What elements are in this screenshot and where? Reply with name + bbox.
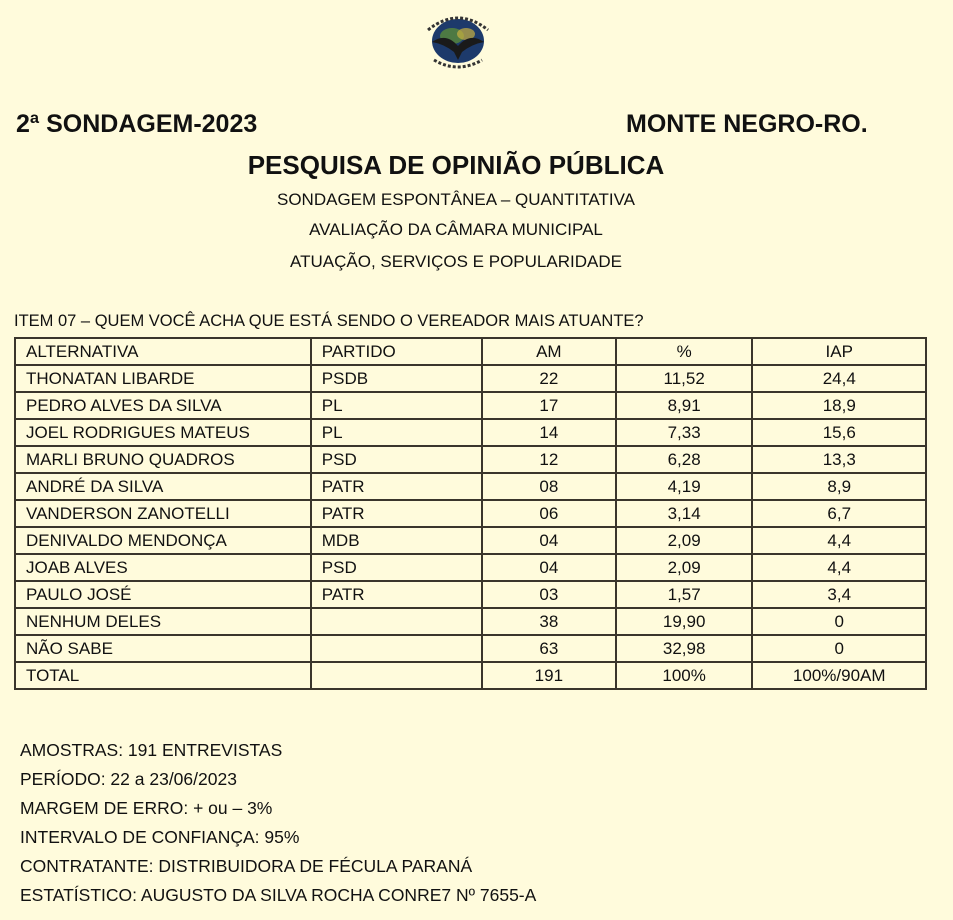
cell-alternativa: MARLI BRUNO QUADROS [15,446,311,473]
cell-am: 38 [482,608,616,635]
cell-iap: 6,7 [752,500,926,527]
cell-partido: PSD [311,554,482,581]
cell-partido: PATR [311,473,482,500]
cell-alternativa: THONATAN LIBARDE [15,365,311,392]
cell-am: 17 [482,392,616,419]
table-row [15,527,926,554]
cell-am: 06 [482,500,616,527]
sample-size: AMOSTRAS: 191 ENTREVISTAS [20,740,283,760]
cell-iap: 4,4 [752,527,926,554]
cell-iap: 24,4 [752,365,926,392]
cell-percent: 7,33 [616,419,753,446]
cell-percent: 100% [616,662,753,689]
cell-alternativa: DENIVALDO MENDONÇA [15,527,311,554]
table-row [15,446,926,473]
cell-iap: 0 [752,635,926,662]
cell-alternativa: VANDERSON ZANOTELLI [15,500,311,527]
contractor: CONTRATANTE: DISTRIBUIDORA DE FÉCULA PARANÁ [20,856,473,876]
cell-iap: 100%/90AM [752,662,926,689]
cell-alternativa: JOAB ALVES [15,554,311,581]
survey-period: PERÍODO: 22 a 23/06/2023 [20,769,237,789]
cell-iap: 15,6 [752,419,926,446]
statistician: ESTATÍSTICO: AUGUSTO DA SILVA ROCHA CONRE7 Nº 7655-A [20,885,537,905]
survey-edition: 2ª SONDAGEM-2023 [16,110,258,138]
cell-partido: PATR [311,500,482,527]
column-header-iap: IAP [752,338,926,365]
column-header-am: AM [482,338,616,365]
results-table [14,337,927,690]
table-row [15,473,926,500]
cell-partido: PATR [311,581,482,608]
cell-alternativa: JOEL RODRIGUES MATEUS [15,419,311,446]
cell-partido: PL [311,392,482,419]
cell-am: 191 [482,662,616,689]
table-row [15,392,926,419]
cell-percent: 2,09 [616,554,753,581]
cell-am: 14 [482,419,616,446]
cell-percent: 6,28 [616,446,753,473]
cell-alternativa: NENHUM DELES [15,608,311,635]
cell-percent: 32,98 [616,635,753,662]
cell-iap: 18,9 [752,392,926,419]
cell-partido [311,635,482,662]
cell-alternativa: TOTAL [15,662,311,689]
question-text: ITEM 07 – QUEM VOCÊ ACHA QUE ESTÁ SENDO O VEREADOR MAIS ATUANTE? [14,312,644,330]
cell-alternativa: PEDRO ALVES DA SILVA [15,392,311,419]
page-title: PESQUISA DE OPINIÃO PÚBLICA [247,150,665,180]
table-row [15,554,926,581]
subtitle-topics: ATUAÇÃO, SERVIÇOS E POPULARIDADE [290,252,622,271]
table-row [15,500,926,527]
subtitle-evaluation: AVALIAÇÃO DA CÂMARA MUNICIPAL [309,220,603,239]
cell-partido: PSD [311,446,482,473]
confidence-interval: INTERVALO DE CONFIANÇA: 95% [20,827,300,847]
table-total-row [15,662,926,689]
cell-am: 08 [482,473,616,500]
cell-iap: 13,3 [752,446,926,473]
table-header-row [15,338,926,365]
table-row [15,365,926,392]
cell-partido: MDB [311,527,482,554]
column-header-percent: % [616,338,753,365]
cell-alternativa: PAULO JOSÉ [15,581,311,608]
cell-percent: 2,09 [616,527,753,554]
cell-percent: 4,19 [616,473,753,500]
subtitle-survey-type: SONDAGEM ESPONTÂNEA – QUANTITATIVA [276,190,635,209]
table-row [15,419,926,446]
table-row [15,635,926,662]
cell-percent: 3,14 [616,500,753,527]
cell-am: 04 [482,527,616,554]
cell-am: 63 [482,635,616,662]
survey-metadata [20,736,536,910]
cell-alternativa: NÃO SABE [15,635,311,662]
cell-partido: PSDB [311,365,482,392]
cell-iap: 8,9 [752,473,926,500]
cell-iap: 4,4 [752,554,926,581]
institute-logo-icon [418,8,498,70]
cell-percent: 11,52 [616,365,753,392]
cell-iap: 3,4 [752,581,926,608]
cell-percent: 19,90 [616,608,753,635]
cell-alternativa: ANDRÉ DA SILVA [15,473,311,500]
cell-am: 04 [482,554,616,581]
column-header-partido: PARTIDO [311,338,482,365]
city-name: MONTE NEGRO-RO. [626,110,868,138]
margin-of-error: MARGEM DE ERRO: + ou – 3% [20,798,273,818]
table-row [15,608,926,635]
cell-am: 12 [482,446,616,473]
column-header-alternativa: ALTERNATIVA [15,338,311,365]
cell-percent: 1,57 [616,581,753,608]
cell-iap: 0 [752,608,926,635]
cell-partido: PL [311,419,482,446]
table-row [15,581,926,608]
cell-am: 03 [482,581,616,608]
cell-partido [311,662,482,689]
cell-percent: 8,91 [616,392,753,419]
cell-am: 22 [482,365,616,392]
cell-partido [311,608,482,635]
